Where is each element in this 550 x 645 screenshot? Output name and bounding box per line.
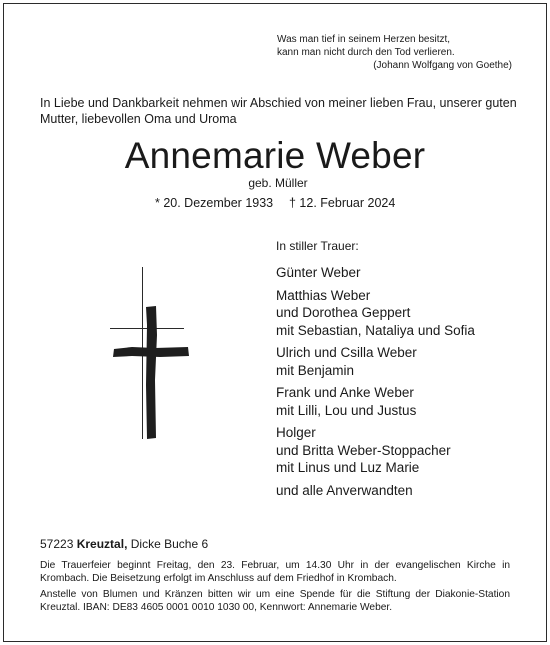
funeral-line-1: Die Trauerfeier beginnt Freitag, den 23. Februar, um 14.30 Uhr in der evangelischen Kirche in [40, 560, 510, 571]
mourner-line: Holger [276, 425, 316, 440]
intro-line-1: In Liebe und Dankbarkeit nehmen wir Abschied von meiner lieben Frau, unserer guten [40, 96, 517, 110]
mourner-line: und alle Anverwandten [276, 482, 413, 498]
death-date: † 12. Februar 2024 [289, 196, 396, 210]
mourner-group [276, 384, 526, 419]
mourners-list [276, 238, 526, 504]
maiden-name: geb. Müller [248, 176, 308, 190]
donation-line-2: Kreuztal. IBAN: DE83 4605 0001 0010 1030 00, Kennwort: Annemarie Weber. [40, 602, 393, 613]
family-address [40, 536, 208, 552]
mourner-group [276, 264, 526, 282]
mourner-line: Matthias Weber [276, 287, 371, 303]
funeral-info [40, 559, 510, 585]
cross-icon [110, 265, 190, 440]
mourner-group [276, 482, 526, 500]
mourner-line: und Dorothea Geppert [276, 305, 411, 320]
postal-code: 57223 [40, 537, 74, 551]
mourner-group [276, 287, 526, 340]
mourners-heading: In stiller Trauer: [276, 239, 359, 253]
mourner-line: und Britta Weber-Stoppacher [276, 442, 451, 458]
intro-text [40, 95, 520, 127]
mourner-line: Günter Weber [276, 265, 361, 280]
donation-info [40, 588, 510, 614]
mourner-line: Frank und Anke Weber [276, 385, 414, 400]
mourner-line: mit Benjamin [276, 362, 355, 378]
mourner-line: mit Linus und Luz Marie [276, 460, 420, 475]
intro-line-2: Mutter, liebevollen Oma und Uroma [40, 112, 237, 126]
mourner-line: Ulrich und Csilla Weber [276, 345, 417, 360]
quote-line-1: Was man tief in seinem Herzen besitzt, [277, 34, 451, 45]
donation-line-1: Anstelle von Blumen und Kränzen bitten wir um eine Spende für die Stiftung der Diakonie-Station [40, 589, 510, 600]
birth-date: * 20. Dezember 1933 [155, 196, 274, 210]
quote-author: (Johann Wolfgang von Goethe) [373, 60, 512, 71]
goethe-quote [277, 33, 512, 72]
deceased-name: Annemarie Weber [124, 135, 426, 176]
mourner-group [276, 424, 526, 477]
mourner-line: mit Sebastian, Nataliya und Sofia [276, 322, 475, 338]
mourner-line: mit Lilli, Lou und Justus [276, 402, 417, 418]
funeral-line-2: Krombach. Die Beisetzung erfolgt im Anschluss auf dem Friedhof in Krombach. [40, 573, 397, 584]
mourner-group [276, 344, 526, 379]
quote-line-2: kann man nicht durch den Tod verlieren. [277, 47, 455, 58]
street: Dicke Buche 6 [130, 537, 209, 551]
city: Kreuztal, [76, 537, 128, 551]
